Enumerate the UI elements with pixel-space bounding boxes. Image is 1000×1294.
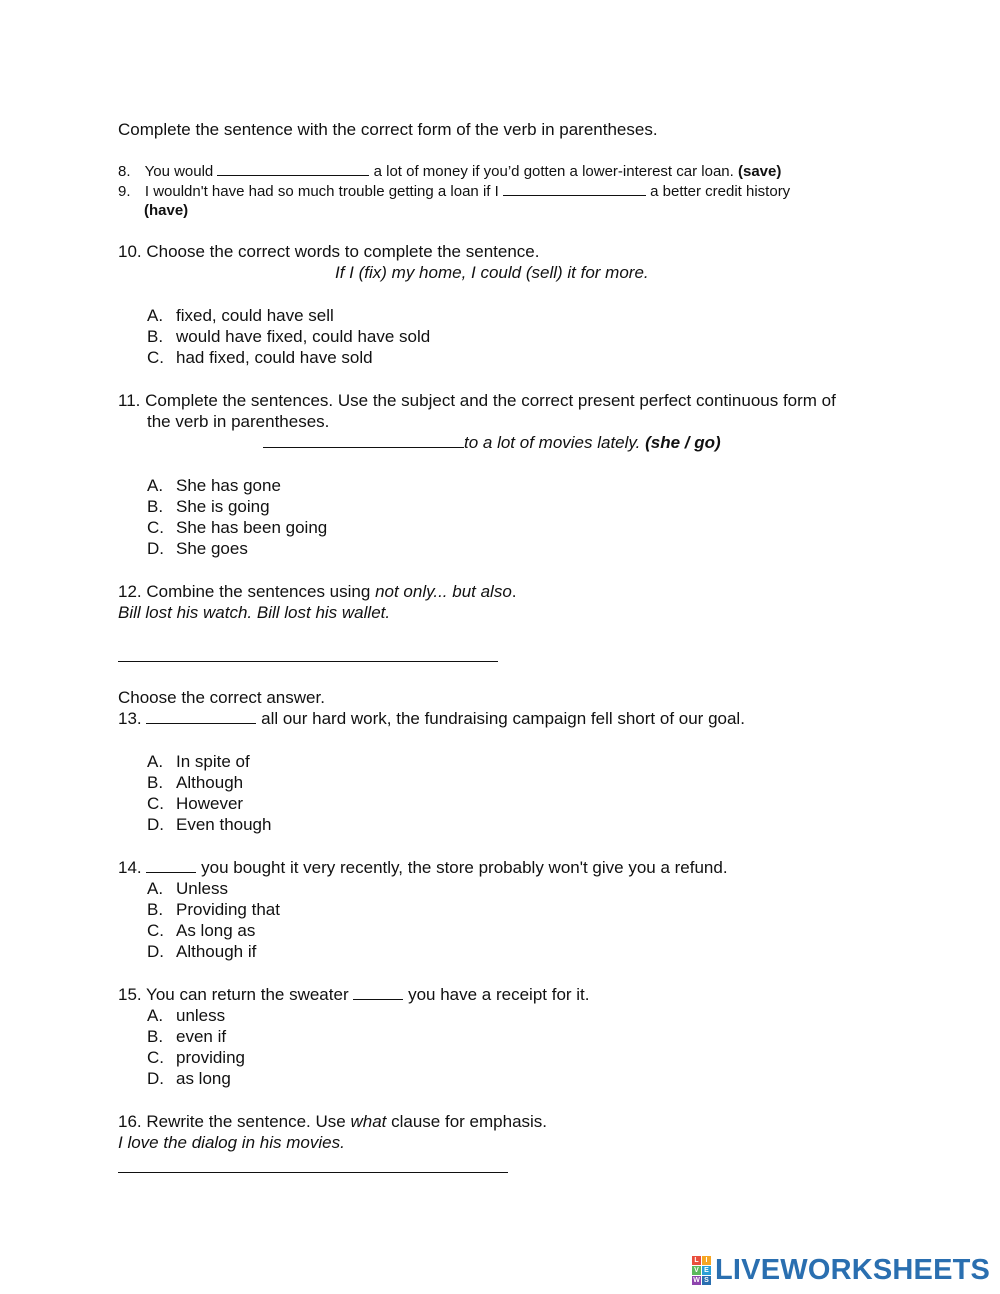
question-8 <box>118 161 781 181</box>
answer-blank[interactable] <box>263 433 464 448</box>
question-10-prompt: 10. Choose the correct words to complete the sentence. <box>118 242 540 261</box>
answer-blank[interactable] <box>146 858 196 873</box>
option-10-a[interactable]: A. fixed, could have sell <box>147 306 334 325</box>
option-13-b[interactable]: B. Although <box>147 773 244 792</box>
option-11-b[interactable]: B. She is going <box>147 497 270 516</box>
logo-block: I <box>702 1256 711 1265</box>
question-text: a lot of money if you’d gotten a lower-interest car loan. <box>373 163 734 180</box>
logo-block: S <box>702 1276 711 1285</box>
section-heading: Choose the correct answer. <box>118 688 325 707</box>
instructions-heading: Complete the sentence with the correct form of the verb in parentheses. <box>118 120 658 139</box>
logo-block: E <box>702 1266 711 1275</box>
option-14-c[interactable]: C. As long as <box>147 921 256 940</box>
option-10-b[interactable]: B. would have fixed, could have sold <box>147 327 431 346</box>
option-15-a[interactable]: A. unless <box>147 1006 226 1025</box>
question-11-prompt-cont: the verb in parentheses. <box>147 412 330 431</box>
question-text: a better credit history <box>650 183 791 200</box>
option-15-c[interactable]: C. providing <box>147 1048 245 1067</box>
option-14-b[interactable]: B. Providing that <box>147 900 280 919</box>
question-15: 15. You can return the sweater you have a receipt for it. <box>118 985 590 1004</box>
answer-line-12[interactable] <box>118 661 498 662</box>
option-15-b[interactable]: B. even if <box>147 1027 227 1046</box>
question-10-sentence: If I (fix) my home, I could (sell) it for more. <box>335 263 649 282</box>
option-14-a[interactable]: A. Unless <box>147 879 228 898</box>
option-14-d[interactable]: D. Although if <box>147 942 257 961</box>
logo-block: V <box>692 1266 701 1275</box>
option-11-c[interactable]: C. She has been going <box>147 518 328 537</box>
answer-blank[interactable] <box>353 985 403 1000</box>
option-11-a[interactable]: A. She has gone <box>147 476 281 495</box>
logo-text: LIVEWORKSHEETS <box>715 1253 991 1286</box>
verb-cue: (she / go) <box>645 433 721 452</box>
liveworksheets-logo <box>692 1253 991 1286</box>
question-16-sentence: I love the dialog in his movies. <box>118 1133 345 1152</box>
logo-block: L <box>692 1256 701 1265</box>
verb-cue: (save) <box>737 163 782 180</box>
verb-cue: (have) <box>144 202 189 219</box>
option-11-d[interactable]: D. She goes <box>147 539 248 558</box>
answer-blank[interactable] <box>146 709 256 724</box>
question-text: You would <box>144 163 214 180</box>
question-9 <box>118 181 790 201</box>
question-11-prompt: 11. Complete the sentences. Use the subject and the correct present perfect continuous form of <box>118 391 836 410</box>
question-11-sentence: to a lot of movies lately. (she / go) <box>263 432 721 453</box>
option-13-a[interactable]: A. In spite of <box>147 752 250 771</box>
option-13-d[interactable]: D. Even though <box>147 815 272 834</box>
question-number: 8. <box>118 163 131 180</box>
question-16-prompt: 16. Rewrite the sentence. Use what clause for emphasis. <box>118 1112 548 1131</box>
question-12-prompt: 12. Combine the sentences using not only... but also. <box>118 582 517 601</box>
question-number: 9. <box>118 183 131 200</box>
logo-icon <box>692 1256 711 1285</box>
option-13-c[interactable]: C. However <box>147 794 244 813</box>
logo-block: W <box>693 1276 700 1284</box>
option-15-d[interactable]: D. as long <box>147 1069 231 1088</box>
question-14: 14. you bought it very recently, the store probably won't give you a refund. <box>118 858 728 877</box>
question-text: I wouldn't have had so much trouble getting a loan if I <box>144 183 499 200</box>
answer-blank[interactable] <box>217 161 369 176</box>
question-12-sentence: Bill lost his watch. Bill lost his wallet. <box>118 603 391 622</box>
answer-blank[interactable] <box>503 181 646 196</box>
question-13: 13. all our hard work, the fundraising campaign fell short of our goal. <box>118 709 745 728</box>
option-10-c[interactable]: C. had fixed, could have sold <box>147 348 373 367</box>
answer-line-16[interactable] <box>118 1172 508 1173</box>
